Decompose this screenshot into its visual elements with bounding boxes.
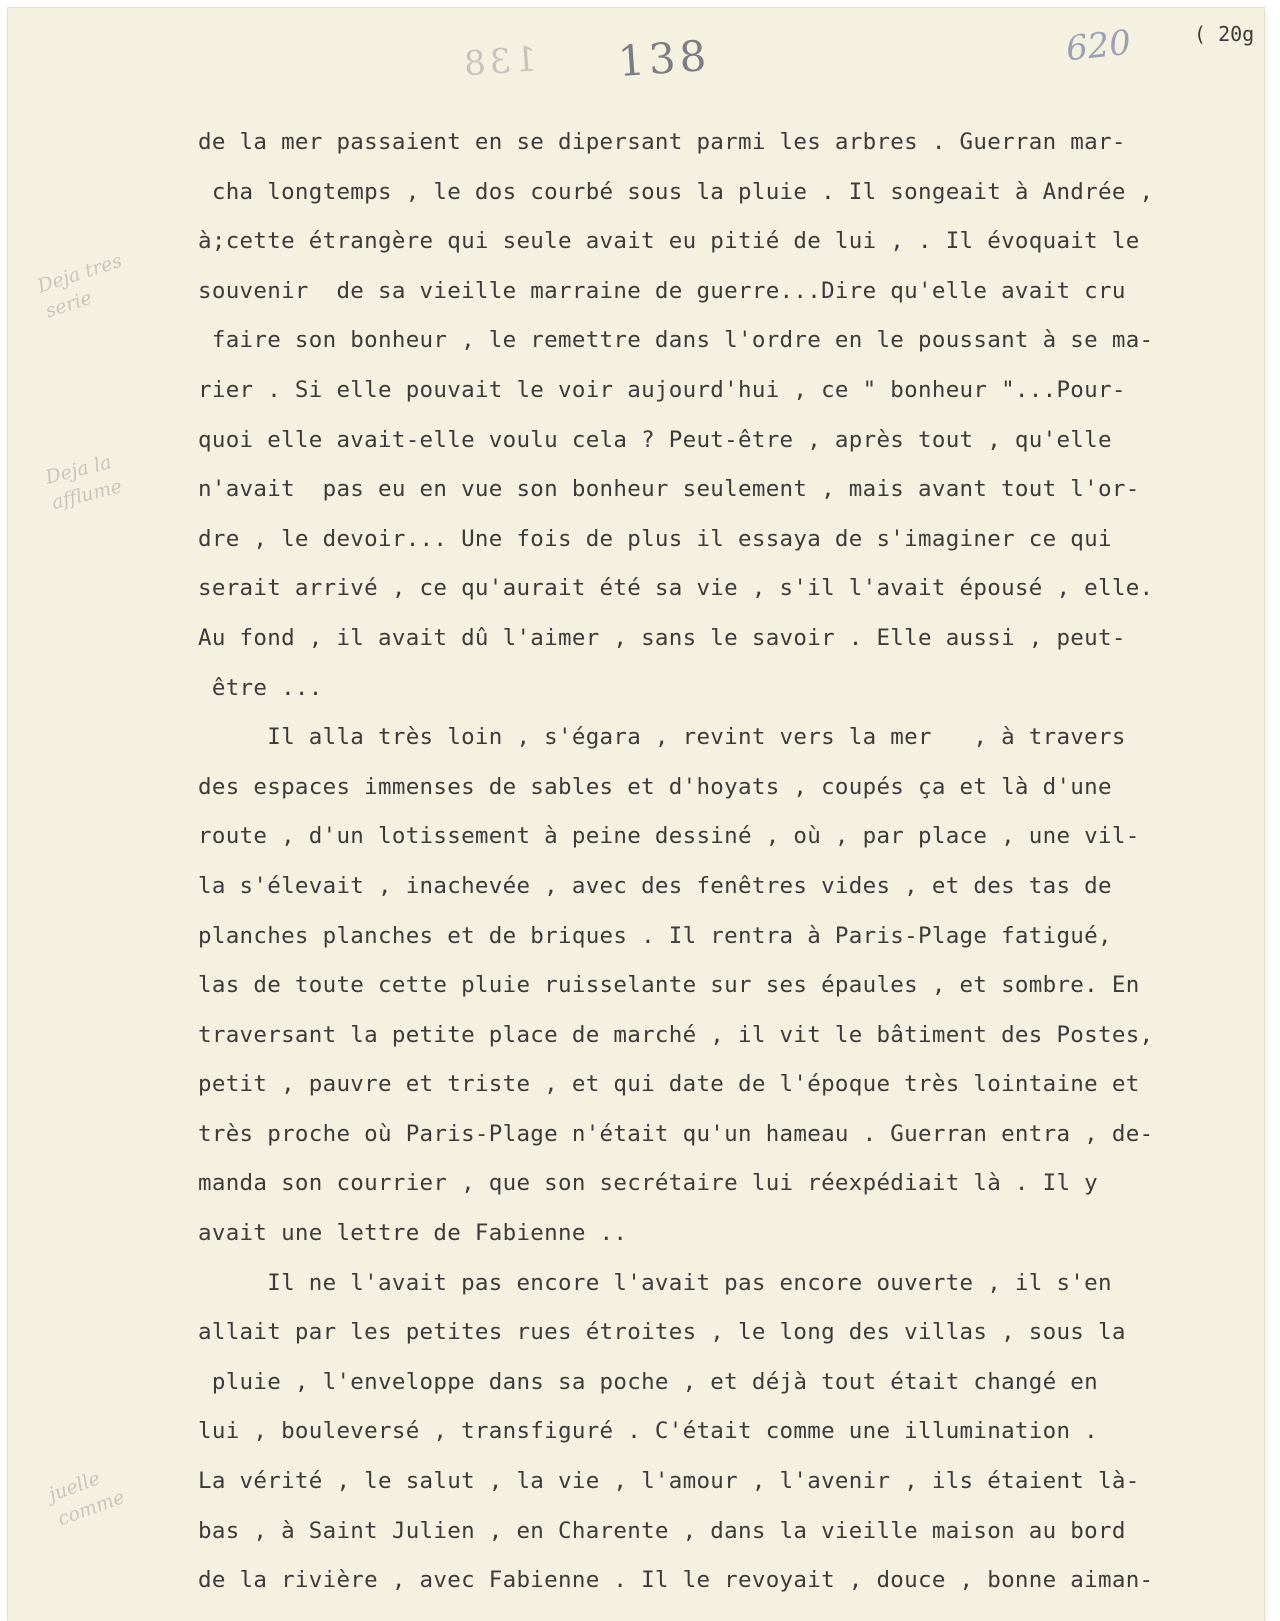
text-line: serait arrivé , ce qu'aurait été sa vie , s'il l'avait épousé , elle. — [198, 575, 1154, 602]
text-line: planches planches et de briques . Il rentra à Paris-Plage fatigué, — [198, 922, 1112, 949]
folio-marker: ( 20g — [1194, 22, 1255, 46]
mirrored-page-number: 138 — [458, 39, 539, 85]
text-line: à;cette étrangère qui seule avait eu pitié de lui , . Il évoquait le — [198, 228, 1140, 255]
text-line: las de toute cette pluie ruisselante sur ses épaules , et sombre. En — [198, 972, 1140, 999]
text-line: très proche où Paris-Plage n'était qu'un hameau . Guerran entra , de- — [198, 1120, 1154, 1147]
text-line: pluie , l'enveloppe dans sa poche , et déjà tout était changé en — [198, 1368, 1098, 1395]
text-line: bas , à Saint Julien , en Charente , dans la vieille maison au bord — [198, 1517, 1126, 1544]
text-line: de la mer passaient en se dipersant parmi les arbres . Guerran mar- — [198, 129, 1126, 155]
margin-note: Deja tres serie — [34, 249, 125, 323]
margin-note: Deja la afflume — [43, 451, 125, 514]
text-line: Il ne l'avait pas encore l'avait pas encore ouverte , il s'en — [198, 1269, 1112, 1296]
text-line: souvenir de sa vieille marraine de guerre...Dire qu'elle avait cru — [198, 277, 1126, 304]
text-line: route , d'un lotissement à peine dessiné , où , par place , une vil- — [198, 823, 1140, 850]
text-line: Au fond , il avait dû l'aimer , sans le savoir . Elle aussi , peut- — [198, 624, 1126, 651]
text-line: être ... — [198, 674, 323, 701]
text-line: La vérité , le salut , la vie , l'amour , l'avenir , ils étaient là- — [198, 1468, 1140, 1495]
text-line: allait par les petites rues étroites , le long des villas , sous la — [198, 1319, 1126, 1346]
text-line: quoi elle avait-elle voulu cela ? Peut-être , après tout , qu'elle — [198, 426, 1112, 453]
text-line: lui , bouleversé , transfiguré . C'était comme une illumination . — [198, 1418, 1098, 1445]
text-line: dre , le devoir... Une fois de plus il essaya de s'imaginer ce qui — [198, 525, 1112, 552]
typescript-body — [198, 118, 1248, 1606]
margin-note: juelle comme — [45, 1467, 128, 1531]
document-page — [8, 8, 1264, 1621]
text-line: manda son courrier , que son secrétaire lui réexpédiait là . Il y — [198, 1170, 1098, 1197]
text-line: cha longtemps , le dos courbé sous la pluie . Il songeait à Andrée , — [198, 178, 1154, 205]
archive-number: 620 — [1064, 22, 1133, 70]
handwritten-page-number: 138 — [616, 30, 712, 87]
text-line: avait une lettre de Fabienne .. — [198, 1220, 628, 1247]
text-line: rier . Si elle pouvait le voir aujourd'hui , ce " bonheur "...Pour- — [198, 376, 1126, 403]
text-line: la s'élevait , inachevée , avec des fenêtres vides , et des tas de — [198, 872, 1112, 899]
text-line: n'avait pas eu en vue son bonheur seulement , mais avant tout l'or- — [198, 476, 1140, 503]
text-line: faire son bonheur , le remettre dans l'ordre en le poussant à se ma- — [198, 327, 1154, 354]
text-line: de la rivière , avec Fabienne . Il le revoyait , douce , bonne aiman- — [198, 1567, 1154, 1594]
text-line: traversant la petite place de marché , il vit le bâtiment des Postes, — [198, 1021, 1154, 1048]
text-line: petit , pauvre et triste , et qui date de l'époque très lointaine et — [198, 1071, 1140, 1098]
text-line: Il alla très loin , s'égara , revint vers la mer , à travers — [198, 724, 1126, 751]
text-line: des espaces immenses de sables et d'hoyats , coupés ça et là d'une — [198, 773, 1112, 800]
